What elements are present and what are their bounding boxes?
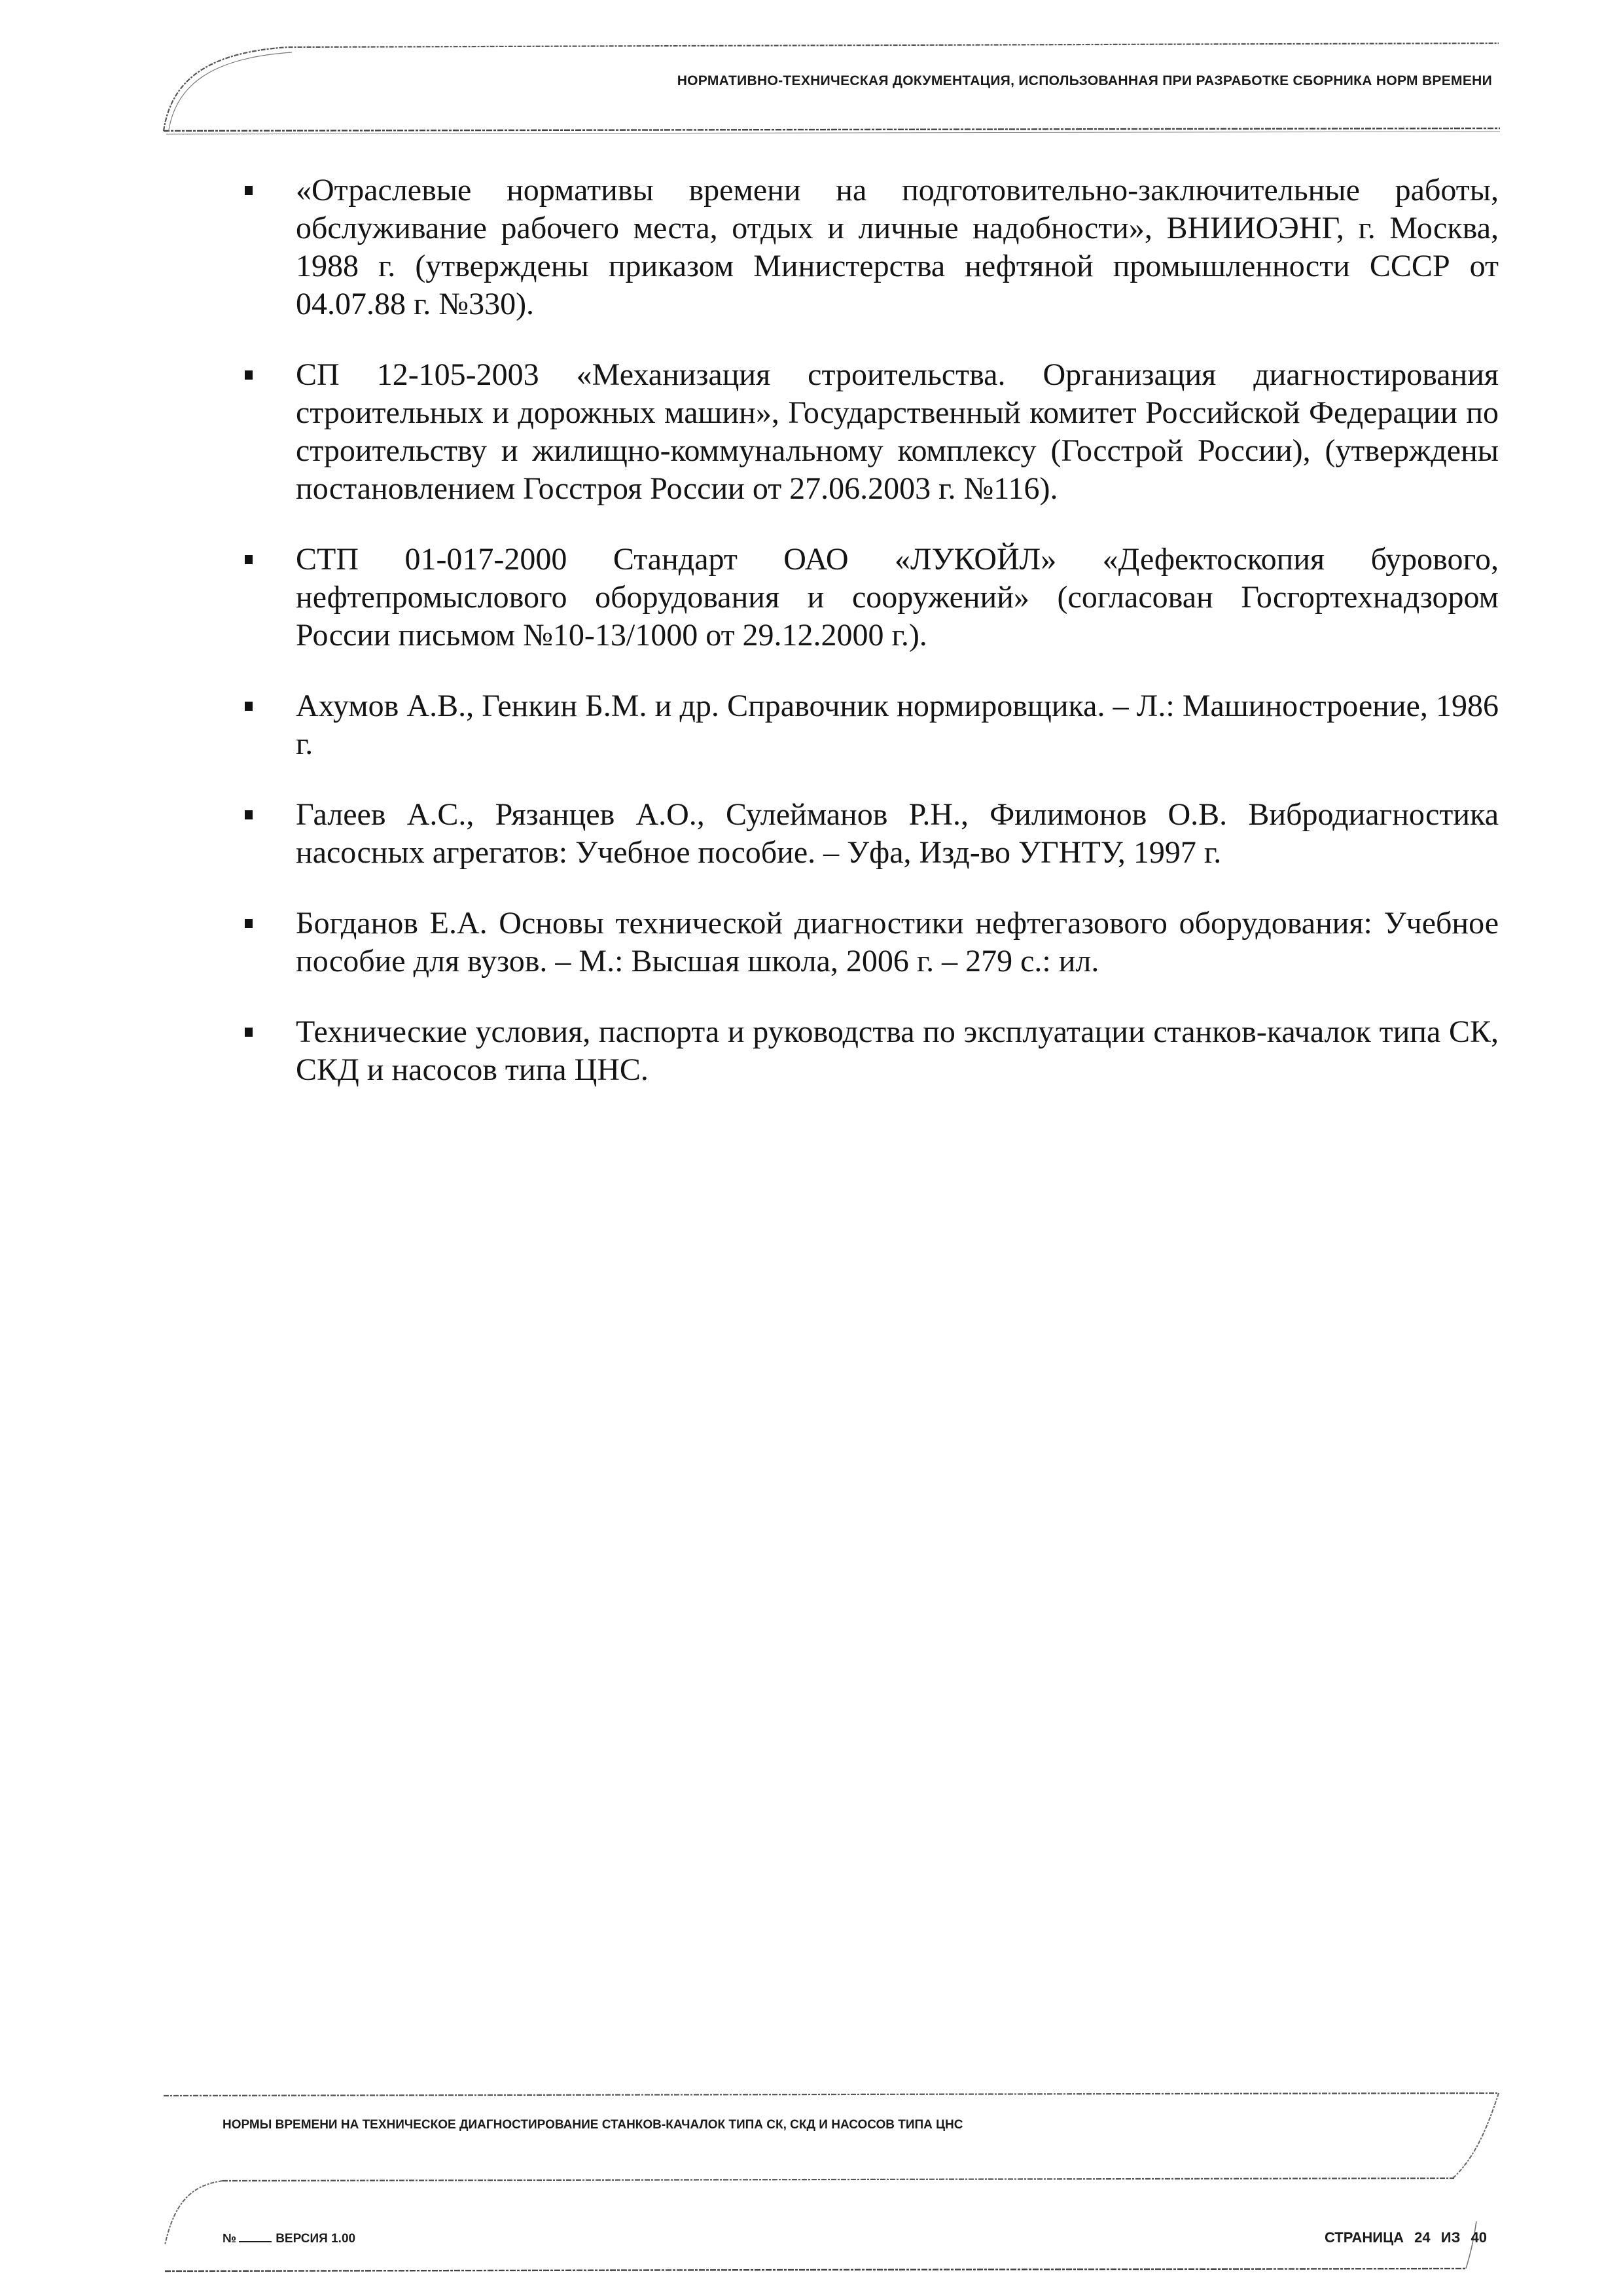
bullet-icon	[245, 702, 253, 711]
page-of-label: ИЗ	[1440, 2229, 1461, 2246]
references-section	[249, 171, 1499, 1122]
page-number	[1325, 2229, 1487, 2246]
footer-version-block	[223, 2231, 355, 2246]
reference-text: Галеев А.С., Рязанцев А.О., Сулейманов Р.Н., Филимонов О.В. Вибродиагностика насосных агрегатов: Учебное пособие. – Уфа, Изд-во УГНТУ, 1997 г.	[296, 797, 1499, 870]
reference-list	[249, 171, 1499, 1089]
list-item	[249, 541, 1499, 655]
reference-text: «Отраслевые нормативы времени на подготовительно-заключительные работы, обслуживание рабочего места, отдых и личные надобности», ВНИИОЭНГ, г. Москва, 1988 г. (утверждены приказом Министерства нефтяной промышленности СССР от 04.07.88 г. №330).	[296, 173, 1499, 321]
list-item	[249, 687, 1499, 763]
reference-text: Технические условия, паспорта и руководства по эксплуатации станков-качалок типа СК, СКД и насосов типа ЦНС.	[296, 1014, 1499, 1087]
number-label: №	[223, 2232, 237, 2246]
reference-text: СТП 01-017-2000 Стандарт ОАО «ЛУКОЙЛ» «Дефектоскопия бурового, нефтепромыслового оборудования и сооружений» (согласован Госгортехнадзором России письмом №10-13/1000 от 29.12.2000 г.).	[296, 542, 1499, 653]
bullet-icon	[245, 810, 253, 819]
header-title: НОРМАТИВНО-ТЕХНИЧЕСКАЯ ДОКУМЕНТАЦИЯ, ИСПОЛЬЗОВАННАЯ ПРИ РАЗРАБОТКЕ СБОРНИКА НОРМ ВРЕМЕНИ	[677, 73, 1492, 88]
number-blank	[239, 2231, 272, 2242]
footer-frame	[0, 2081, 1623, 2296]
page-total: 40	[1471, 2229, 1487, 2246]
page-current: 24	[1414, 2229, 1431, 2246]
page-label: СТРАНИЦА	[1324, 2229, 1404, 2246]
list-item	[249, 1013, 1499, 1089]
version-label: ВЕРСИЯ 1.00	[276, 2232, 356, 2246]
list-item	[249, 171, 1499, 323]
reference-text: СП 12-105-2003 «Механизация строительства. Организация диагностирования строительных и дорожных машин», Государственный комитет Российской Федерации по строительству и жилищно-коммунальному комплексу (Госстрой России), (утверждены постановлением Госстроя России от 27.06.2003 г. №116).	[296, 357, 1499, 506]
list-item	[249, 905, 1499, 980]
bullet-icon	[245, 919, 253, 928]
bullet-icon	[245, 186, 253, 195]
footer-document-title: НОРМЫ ВРЕМЕНИ НА ТЕХНИЧЕСКОЕ ДИАГНОСТИРОВАНИЕ СТАНКОВ-КАЧАЛОК ТИПА СК, СКД И НАСОСОВ ТИПА ЦНС	[223, 2118, 963, 2132]
bullet-icon	[245, 555, 253, 564]
list-item	[249, 356, 1499, 508]
reference-text: Ахумов А.В., Генкин Б.М. и др. Справочник нормировщика. – Л.: Машиностроение, 1986 г.	[296, 689, 1499, 761]
bullet-icon	[245, 1028, 253, 1037]
list-item	[249, 796, 1499, 872]
bullet-icon	[245, 370, 253, 380]
reference-text: Богданов Е.А. Основы технической диагностики нефтегазового оборудования: Учебное пособие для вузов. – М.: Высшая школа, 2006 г. – 279 с.: ил.	[296, 906, 1499, 978]
